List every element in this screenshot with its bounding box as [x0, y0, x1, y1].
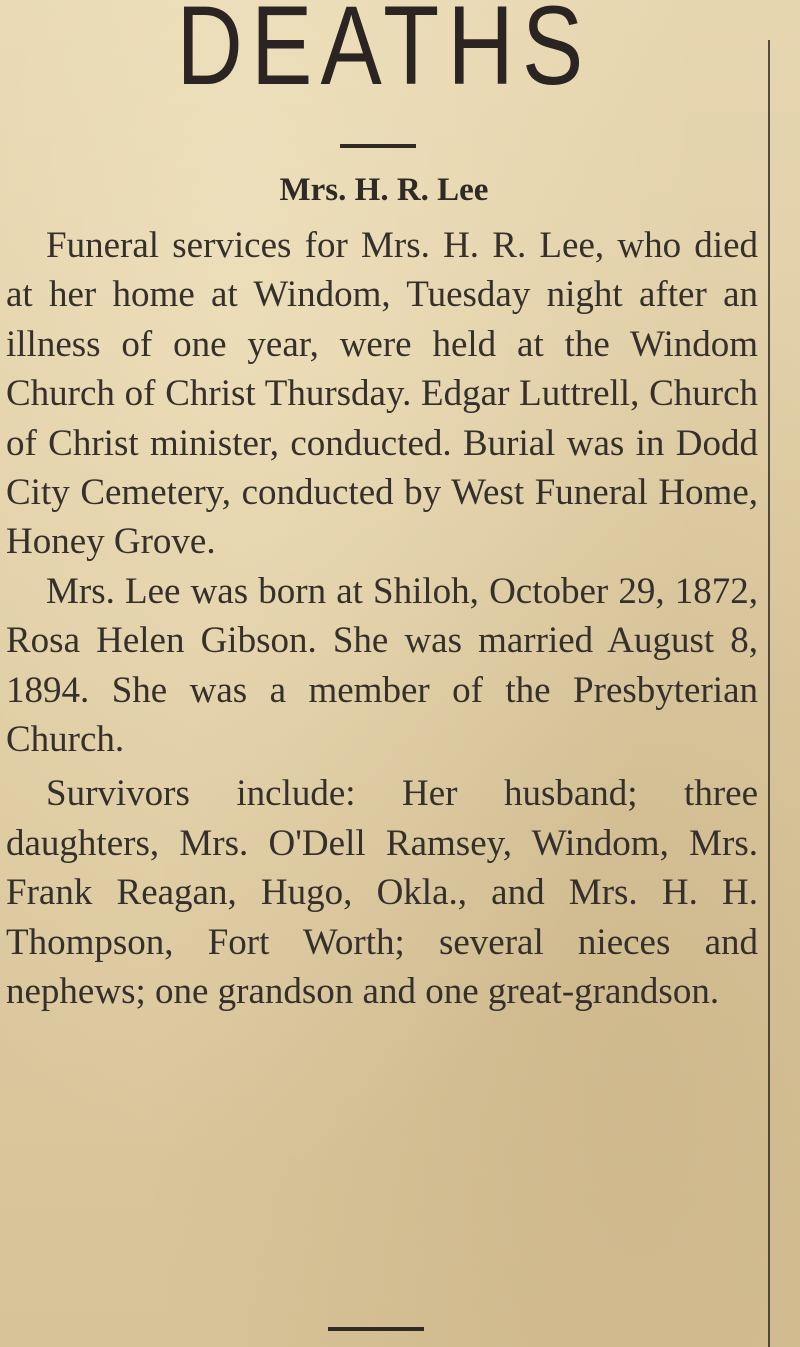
column-rule [768, 40, 770, 1347]
obituary-name: Mrs. H. R. Lee [279, 172, 489, 208]
obituary-paragraph-survivors: Survivors include: Her husband; three daughters, Mrs. O'Dell Ramsey, Windom, Mrs. Frank Reagan, Hugo, Okla., and Mrs. H. H. Thompson, Fort Worth; several nieces and nephews; one grandson and one great-grandson. [6, 773, 758, 1013]
obituary-paragraph-biography: Mrs. Lee was born at Shiloh, October 29, 1872, Rosa Helen Gibson. She was married August 8, 1894. She was a member of the Presbyterian Church. [6, 570, 758, 761]
obituary-paragraph-services: Funeral services for Mrs. H. R. Lee, who died at her home at Windom, Tuesday night after an illness of one year, were held at the Windom Church of Christ Thursday. Edgar Luttrell, Church of Christ minister, conducted. Burial was in Dodd City Cemetery, conducted by West Funeral Home, Honey Grove. [6, 225, 758, 563]
section-heading: DEATHS [176, 0, 592, 108]
heading-divider [340, 144, 416, 148]
end-divider [328, 1327, 424, 1331]
obituary-body [6, 221, 758, 1017]
